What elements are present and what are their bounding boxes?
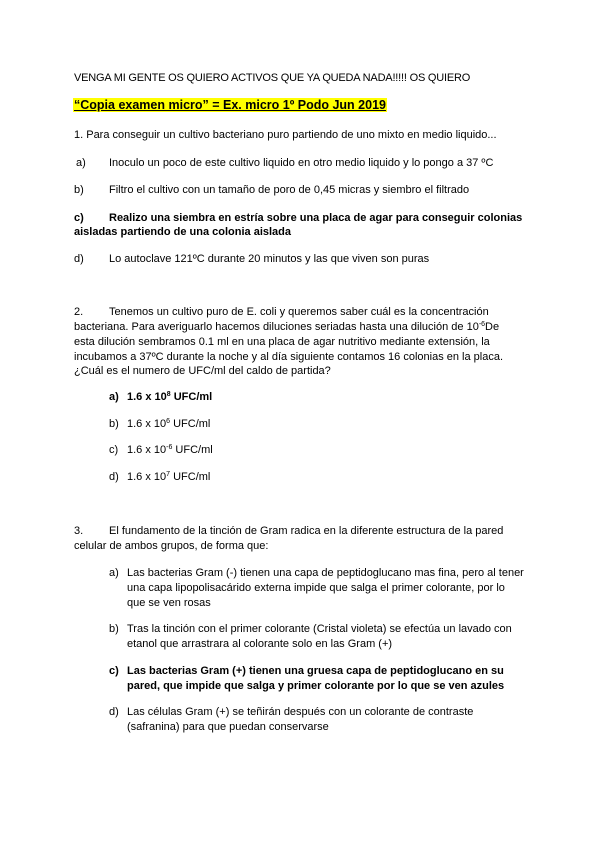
q1-option-c-text: Realizo una siembra en estría sobre una placa de agar para conseguir colonias <box>109 212 523 224</box>
q2-line-4: incubamos a 37ºC durante la noche y al día siguiente contamos 16 colonias en la placa. <box>74 351 504 363</box>
q2-option-c-value: 1.6 x $10^{-6}$ UFC/ml <box>127 444 213 456</box>
q2-line-2-exponent: -6 <box>478 321 486 328</box>
q3-option-c-line-1: Las bacterias Gram (+) tienen una gruesa capa de peptidoglucano en su <box>127 665 504 677</box>
q1-option-b-text: Filtro el cultivo con un tamaño de poro de 0,45 micras y siembro el filtrado <box>109 184 470 196</box>
exam-title-highlight: “Copia examen micro” = Ex. micro 1º Podo Jun 2019 <box>74 98 386 112</box>
q3-option-a-label: a) <box>109 567 119 579</box>
q1-option-b-label: b) <box>74 184 84 196</box>
q1-option-c-text-cont: aisladas partiendo de una colonia aislada <box>74 226 292 238</box>
q1-option-d-label: d) <box>74 253 84 265</box>
q1-option-a-text: Inoculo un poco de este cultivo liquido en otro medio liquido y lo pongo a 37 ºC <box>109 157 494 169</box>
q2-option-a-value: 1.6 x $10^8$ UFC/ml <box>127 391 213 403</box>
q3-option-d-label: d) <box>109 706 119 718</box>
q2-option-b-label: b) <box>109 418 119 430</box>
q1-option-a-label: a) <box>76 157 86 169</box>
q2-option-d-label: d) <box>109 471 119 483</box>
q2-option-a-label: a) <box>109 391 119 403</box>
q3-option-c-label: c) <box>109 665 119 677</box>
q3-option-b-line-1: Tras la tinción con el primer colorante (Cristal violeta) se efectúa un lavado con <box>127 623 512 635</box>
q2-line-5: ¿Cuál es el numero de UFC/ml del caldo de partida? <box>74 365 331 377</box>
q2-line-2-tail: De <box>485 321 500 333</box>
q2-option-c-label: c) <box>109 444 119 456</box>
q2-option-b-value: 1.6 x $10^6$ UFC/ml <box>127 418 211 430</box>
q3-line-2: celular de ambos grupos, de forma que: <box>74 540 269 552</box>
q2-number: 2. <box>74 306 84 318</box>
q2-line-1: Tenemos un cultivo puro de E. coli y queremos saber cuál es la concentración <box>109 306 489 318</box>
q2-line-2-text: bacteriana. Para averiguarlo hacemos diluciones seriadas hasta una dilución de 10 <box>74 321 479 333</box>
q2-option-d-value: 1.6 x $10^7$ UFC/ml <box>127 471 211 483</box>
q1-option-d-text: Lo autoclave 121ºC durante 20 minutos y las que viven son puras <box>109 253 430 265</box>
q3-line-1: El fundamento de la tinción de Gram radica en la diferente estructura de la pared <box>109 525 504 537</box>
q3-option-b-line-2: etanol que arrastrara al colorante solo en las Gram (+) <box>127 638 393 650</box>
q3-option-d-line-2: (safranina) para que puedan conservarse <box>127 721 329 733</box>
q2-line-2 <box>74 320 499 335</box>
q3-number: 3. <box>74 525 84 537</box>
intro-text: VENGA MI GENTE OS QUIERO ACTIVOS QUE YA QUEDA NADA!!!!! OS QUIERO <box>74 72 471 84</box>
q3-option-a-line-2: una capa lipopolisacárido externa impide que salga el primer colorante, por lo <box>127 582 505 594</box>
exam-title <box>73 98 387 114</box>
q3-option-a-line-3: que se ven rosas <box>127 597 211 609</box>
q2-line-3: esta dilución sembramos 0.1 ml en una placa de agar nutritivo mediante extensión, la <box>74 336 490 348</box>
q3-option-a-line-1: Las bacterias Gram (-) tienen una capa de peptidoglucano mas fina, pero al tener <box>127 567 524 579</box>
q3-option-b-label: b) <box>109 623 119 635</box>
q3-option-d-line-1: Las células Gram (+) se teñirán después con un colorante de contraste <box>127 706 474 718</box>
q3-option-c-line-2: pared, que impide que salga y primer colorante por lo que se ven azules <box>127 680 505 692</box>
q1-stem: 1. Para conseguir un cultivo bacteriano puro partiendo de uno mixto en medio liquido... <box>74 129 497 141</box>
q1-option-c-label: c) <box>74 212 84 224</box>
